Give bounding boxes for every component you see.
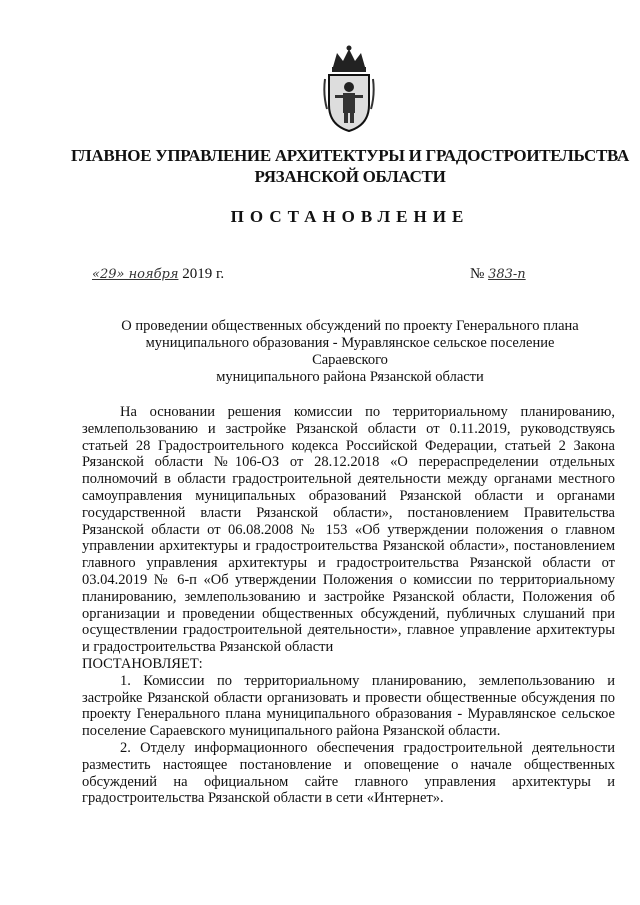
agency-line-2: РЯЗАНСКОЙ ОБЛАСТИ [254, 167, 446, 186]
decree-word: ПОСТАНОВЛЯЕТ: [82, 655, 203, 672]
document-number [470, 266, 570, 283]
subject-line-3: муниципального района Рязанской области [216, 369, 484, 385]
agency-line-1: ГЛАВНОЕ УПРАВЛЕНИЕ АРХИТЕКТУРЫ И ГРАДОСТРОИТЕЛЬСТВА [71, 146, 629, 165]
subject-line-2: муниципального образования - Муравлянское сельское поселение Сараевского [145, 335, 555, 368]
number-prefix: № [470, 266, 485, 282]
date-year: 2019 г. [182, 266, 225, 282]
number-handwritten: 383-п [488, 267, 526, 282]
document-body [82, 404, 615, 807]
date-handwritten: «29» ноября [92, 267, 179, 282]
preamble-paragraph: На основании решения комиссии по территориальному планированию, землепользованию и застройке Рязанской области от 0.11.2019, руководствуясь статьей 28 Градостроительного кодекса Российской Федерации, статьей 2 Закона Рязанской области №106-ОЗ от 28.12.2018 «О перераспределении отдельных полномочий в области градостроительной деятельности между органами местного самоуправления муниципальных образований Рязанской области и органами государственной власти Рязанской области», постановлением Правительства Рязанской области от 06.08.2008 № 153 «Об утверждении положения о главном управлении архитектуры и градостроительства Рязанской области», постановлением главного управления архитектуры и градостроительства Рязанской области от 03.04.2019 № 6-п «Об утверждении Положения о комиссии по территориальному планированию, землепользованию и застройке Рязанской области, Положения об организации и проведении общественных обсуждений, публичных слушаний при осуществлении градостроительной деятельности», главное управление архитектуры и градостроительства Рязанской области [82, 404, 615, 656]
item-2-paragraph: 2. Отделу информационного обеспечения градостроительной деятельности разместить настоящее постановление и оповещение о начале общественных обсуждений на официальном сайте главного управления архитектуры и градостроительства Рязанской области в сети «Интернет». [82, 739, 615, 807]
document-subject [110, 318, 590, 386]
subject-line-1: О проведении общественных обсуждений по проекту Генерального плана [121, 318, 579, 334]
document-title: ПОСТАНОВЛЕНИЕ [230, 207, 470, 226]
item-1-paragraph: 1. Комиссии по территориальному планированию, землепользованию и застройке Рязанской области организовать и провести общественные обсуждения по проекту Генерального плана муниципального образования - Муравлянское сельское поселение Сараевского муниципального района Рязанской области. [82, 672, 615, 740]
coat-of-arms-icon [323, 45, 375, 133]
agency-name [60, 145, 640, 187]
document-date [92, 266, 224, 283]
